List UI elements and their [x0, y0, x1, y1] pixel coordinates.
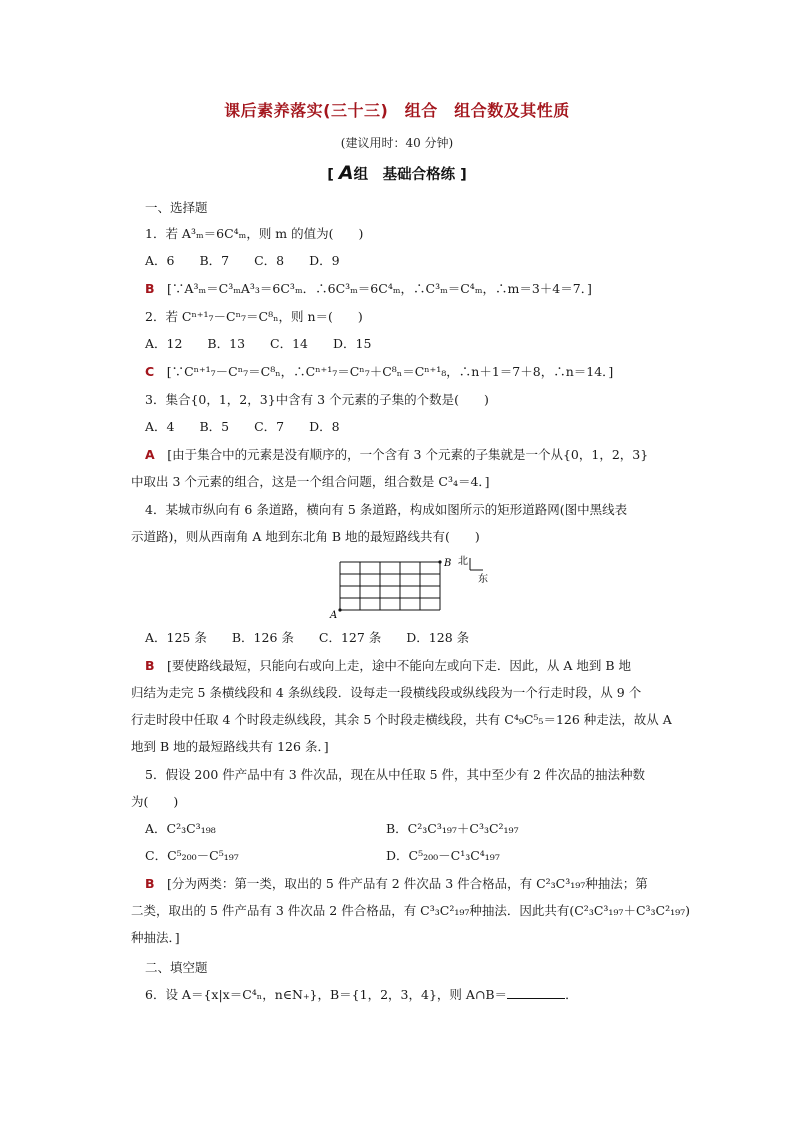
q6-tail: ． — [565, 987, 578, 1002]
q1-explanation: [∵A³ₘ＝C³ₘA³₃＝6C³ₘ．∴6C³ₘ＝6C⁴ₘ，∴C³ₘ＝C⁴ₘ，∴m＝3＋4＝7．] — [167, 281, 592, 296]
point-b-dot — [438, 560, 441, 563]
q5-explanation-1: [分为两类：第一类，取出的 5 件产品有 2 件次品 3 件合格品，有 C²₃C³₁₉₇种抽法；第 — [167, 876, 648, 891]
q4-explanation-3: 行走时段中任取 4 个时段走纵线段，其余 5 个时段走横线段，共有 C⁴₉C⁵₅＝126 种走法，故从 A — [131, 712, 672, 727]
q4-explanation-2: 归结为走完 5 条横线段和 4 条纵线段．设每走一段横线段或纵线段为一个行走时段，从 9 个 — [131, 685, 642, 700]
q1-options: A．6 B．7 C．8 D．9 — [145, 253, 340, 268]
q3-stem: 3．集合{0，1，2，3}中含有 3 个元素的子集的个数是( ) — [145, 392, 489, 407]
q4-options: A．125 条 B．126 条 C．127 条 D．128 条 — [145, 630, 470, 645]
q2-options: A．12 B．13 C．14 D．15 — [145, 336, 372, 351]
q4-answer-letter: B — [145, 658, 155, 673]
q2-stem: 2．若 Cⁿ⁺¹₇－Cⁿ₇＝C⁸ₙ，则 n＝( ) — [145, 309, 363, 324]
q5-option-c: C．C⁵₂₀₀－C⁵₁₉₇ — [145, 848, 239, 863]
q6-answer-blank[interactable] — [507, 986, 565, 999]
q3-explanation-1: [由于集合中的元素是没有顺序的，一个含有 3 个元素的子集就是一个从{0，1，2，3} — [167, 447, 649, 462]
bracket-right: ] — [455, 167, 467, 183]
section-heading-choice: 一、选择题 — [145, 200, 208, 215]
section-heading-fill: 二、填空题 — [145, 960, 208, 975]
group-letter: A — [338, 162, 354, 184]
q5-option-a: A．C²₃C³₁₉₈ — [145, 821, 216, 836]
bracket-left: [ — [327, 167, 339, 183]
q3-answer-letter: A — [145, 447, 155, 462]
q5-answer — [145, 876, 648, 892]
q5-explanation-3: 种抽法．] — [131, 930, 180, 945]
page-title: 课后素养落实(三十三) 组合 组合数及其性质 — [224, 101, 570, 120]
point-a-dot — [338, 608, 341, 611]
q6-line — [145, 986, 578, 1003]
q5-option-d: D．C⁵₂₀₀－C¹₃C⁴₁₉₇ — [386, 848, 500, 863]
road-grid-figure — [320, 552, 520, 622]
q5-answer-letter: B — [145, 876, 155, 891]
q5-stem-1: 5．假设 200 件产品中有 3 件次品，现在从中任取 5 件，其中至少有 2 件次品的抽法种数 — [145, 767, 645, 782]
q1-stem: 1．若 A³ₘ＝6C⁴ₘ，则 m 的值为( ) — [145, 226, 364, 241]
q1-answer — [145, 281, 592, 297]
q1-answer-letter: B — [145, 281, 155, 296]
q4-explanation-4: 地到 B 地的最短路线共有 126 条．] — [131, 739, 329, 754]
q4-stem-2: 示道路)，则从西南角 A 地到东北角 B 地的最短路线共有( ) — [131, 529, 480, 544]
q5-stem-2: 为( ) — [131, 794, 179, 809]
q6-stem: 6．设 A＝{x|x＝C⁴ₙ，n∈N₊}，B＝{1，2，3，4}，则 A∩B＝ — [145, 987, 508, 1002]
compass-east-label: 东 — [478, 574, 488, 585]
q4-answer — [145, 658, 631, 674]
q4-explanation-1: [要使路线最短，只能向右或向上走，途中不能向左或向下走．因此，从 A 地到 B 地 — [167, 658, 632, 673]
q3-options: A．4 B．5 C．7 D．8 — [145, 419, 340, 434]
compass-north-label: 北 — [458, 556, 468, 567]
label-a: A — [330, 610, 338, 621]
group-heading — [0, 162, 794, 184]
q2-explanation: [∵Cⁿ⁺¹₇－Cⁿ₇＝C⁸ₙ，∴Cⁿ⁺¹₇＝Cⁿ₇＋C⁸ₙ＝Cⁿ⁺¹₈，∴n＋1＝7＋8，∴n＝14．] — [166, 364, 614, 379]
q4-stem-1: 4．某城市纵向有 6 条道路，横向有 5 条道路，构成如图所示的矩形道路网(图中黑线表 — [145, 502, 628, 517]
q3-explanation-2: 中取出 3 个元素的组合，这是一个组合问题，组合数是 C³₄＝4．] — [131, 474, 490, 489]
group-label: 组 基础合格练 — [353, 167, 456, 183]
road-grid-svg — [320, 552, 520, 622]
q2-answer — [145, 364, 613, 380]
label-b: B — [444, 558, 452, 569]
q5-option-b: B．C²₃C³₁₉₇＋C³₃C²₁₉₇ — [386, 821, 519, 836]
time-note: (建议用时：40 分钟) — [340, 136, 454, 150]
q5-explanation-2: 二类，取出的 5 件产品有 3 件次品 2 件合格品，有 C³₃C²₁₉₇种抽法．因此共有(C²₃C³₁₉₇＋C³₃C²₁₉₇) — [131, 903, 691, 918]
q3-answer — [145, 447, 648, 463]
q2-answer-letter: C — [145, 364, 155, 379]
